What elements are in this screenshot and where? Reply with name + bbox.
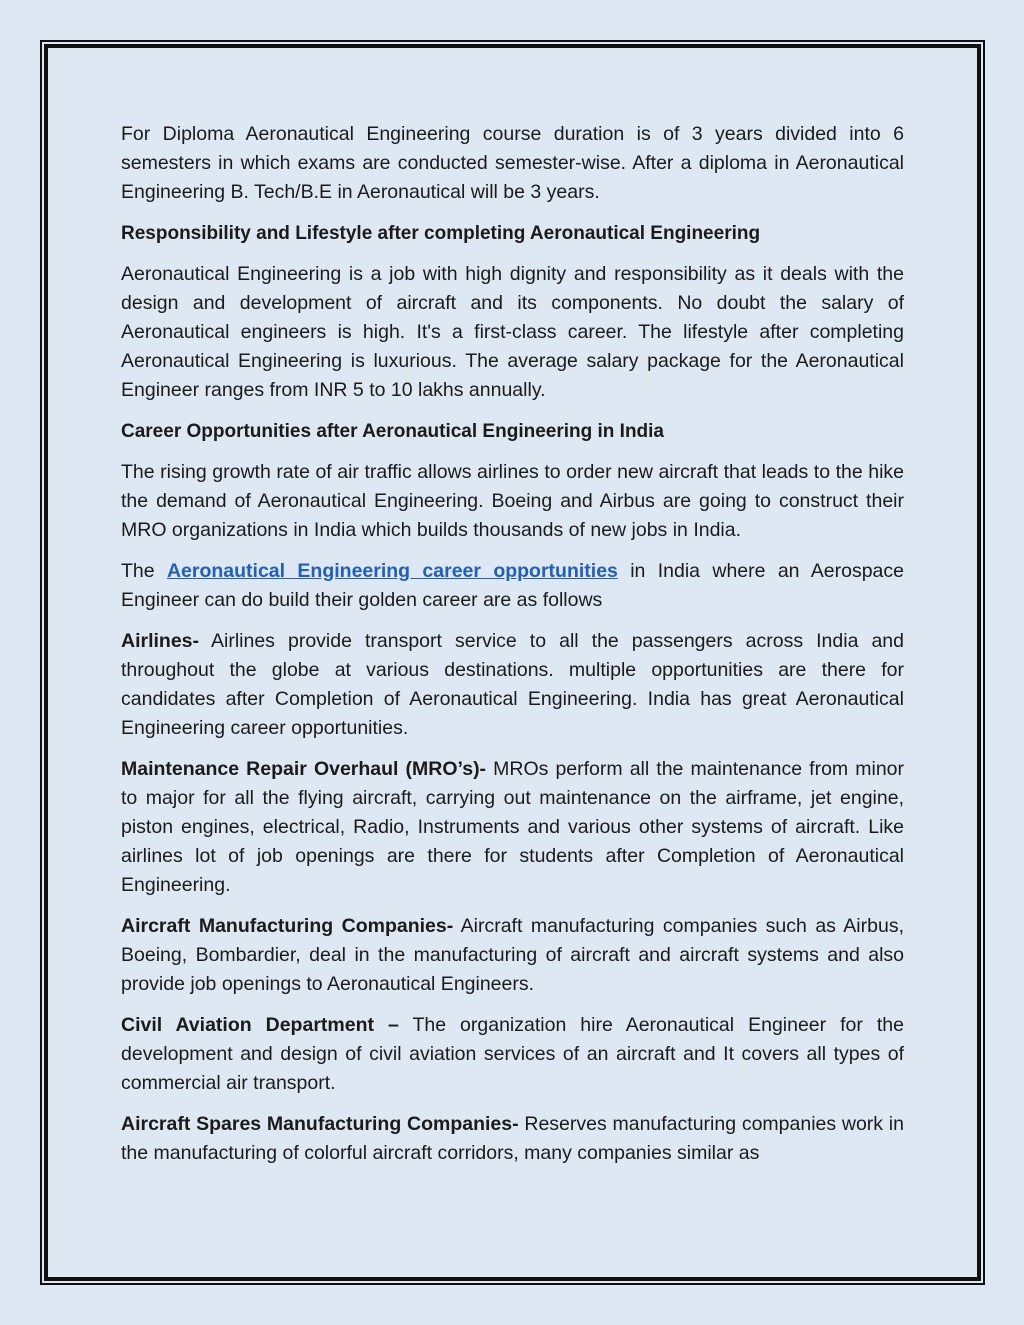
item-mro	[121, 755, 904, 900]
item-text: Reserves manufacturing companies work in the manufacturing of colorful aircraft corridors, many companies similar as	[121, 1113, 904, 1164]
item-text: The organization hire Aeronautical Engineer for the development and design of civil aviation services of an aircraft and It covers all types of commercial air transport.	[121, 1014, 904, 1094]
item-text: MROs perform all the maintenance from minor to major for all the flying aircraft, carrying out maintenance on the airframe, jet engine, piston engines, electrical, Radio, Instruments and various other systems of aircraft. Like airlines lot of job openings are there for students after Completion of Aeronautical Engineering.	[121, 758, 904, 896]
link-paragraph	[121, 557, 904, 615]
item-text: Aircraft manufacturing companies such as Airbus, Boeing, Bombardier, deal in the manufacturing of aircraft and aircraft systems and also provide job openings to Aeronautical Engineers.	[121, 915, 904, 995]
item-term: Airlines-	[121, 630, 200, 652]
responsibility-paragraph: Aeronautical Engineering is a job with high dignity and responsibility as it deals with the design and development of aircraft and its components. No doubt the salary of Aeronautical engineers is high. It's a first-class career. The lifestyle after completing Aeronautical Engineering is luxurious. The average salary package for the Aeronautical Engineer ranges from INR 5 to 10 lakhs annually.	[121, 263, 904, 401]
link-suffix: in India where an Aerospace Engineer can do build their golden career are as follows	[121, 560, 904, 611]
heading-career: Career Opportunities after Aeronautical Engineering in India	[121, 421, 665, 442]
link-prefix: The	[121, 560, 167, 582]
item-text: Airlines provide transport service to all the passengers across India and throughout the globe at various destinations. multiple opportunities are there for candidates after Completion of Aeronautical Engineering. India has great Aeronautical Engineering career opportunities.	[121, 630, 904, 739]
career-opportunities-link[interactable]: Aeronautical Engineering career opportunities	[166, 560, 618, 582]
item-aircraft-manufacturing	[121, 912, 904, 999]
intro-paragraph: For Diploma Aeronautical Engineering course duration is of 3 years divided into 6 semesters in which exams are conducted semester-wise. After a diploma in Aeronautical Engineering B. Tech/B.E in Aeronautical will be 3 years.	[121, 123, 904, 203]
item-term: Aircraft Manufacturing Companies-	[121, 915, 454, 937]
item-airlines	[121, 627, 904, 743]
item-term: Civil Aviation Department –	[121, 1014, 399, 1036]
heading-responsibility: Responsibility and Lifestyle after completing Aeronautical Engineering	[121, 223, 761, 244]
item-term: Aircraft Spares Manufacturing Companies-	[121, 1113, 519, 1135]
item-spares-manufacturing	[121, 1110, 904, 1168]
item-term: Maintenance Repair Overhaul (MRO’s)-	[121, 758, 487, 780]
document-body	[121, 120, 904, 1180]
career-paragraph: The rising growth rate of air traffic allows airlines to order new aircraft that leads to the hike the demand of Aeronautical Engineering. Boeing and Airbus are going to construct their MRO organizations in India which builds thousands of new jobs in India.	[121, 461, 904, 541]
item-civil-aviation	[121, 1011, 904, 1098]
